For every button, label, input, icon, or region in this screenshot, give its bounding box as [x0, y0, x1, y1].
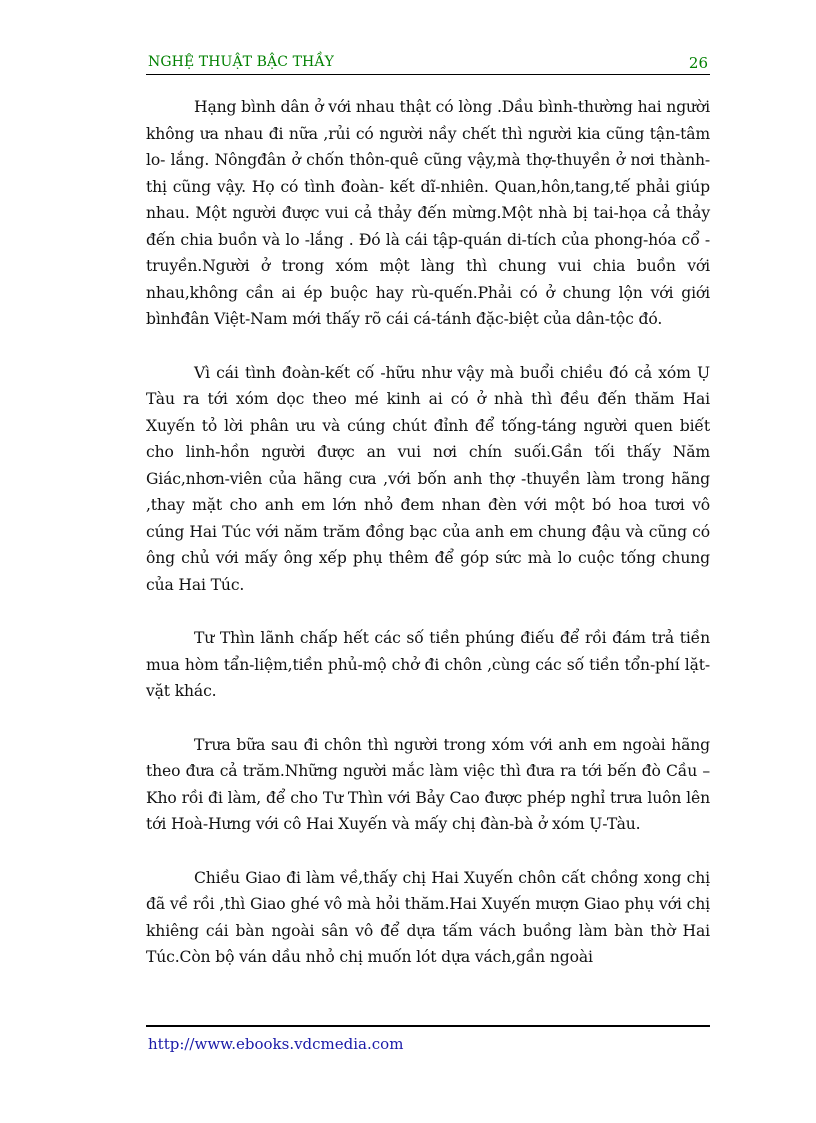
- page-header: [146, 52, 710, 75]
- footer-url-link[interactable]: http://www.ebooks.vdcmedia.com: [148, 1035, 404, 1053]
- paragraph: Hạng bình dân ở với nhau thật có lòng .Dầu bình-thường hai người không ưa nhau đi nữa ,rủi có người nầy chết thì người kia cũng tận-tâm lo- lắng. Nôngđân ở chốn thôn-quê cũng vậy,mà thợ-thuyền ở nơi thành-thị cũng vậy. Họ có tình đoàn- kết dĩ-nhiên. Quan,hôn,tang,tế phải giúp nhau. Một người được vui cả thảy đến mừng.Một nhà bị tai-họa cả thảy đến chia buồn và lo -lắng . Đó là cái tập-quán di-tích của phong-hóa cổ -truyền.Người ở trong xóm một làng thì chung vui chia buồn với nhau,không cần ai ép buộc hay rù-quến.Phải có ở chung lộn với giới bìnhđân Việt-Nam mới thấy rõ cái cá-tánh đặc-biệt của dân-tộc đó.: [146, 98, 710, 328]
- paragraph: Tư Thìn lãnh chấp hết các số tiền phúng điếu để rồi đám trả tiền mua hòm tẩn-liệm,tiền phủ-mộ chở đi chôn ,cùng các số tiền tổn-phí lặt-vặt khác.: [146, 629, 710, 700]
- paragraph: Trưa bữa sau đi chôn thì người trong xóm với anh em ngoài hãng theo đưa cả trăm.Những người mắc làm việc thì đưa ra tới bến đò Cầu –Kho rồi đi làm, để cho Tư Thìn với Bảy Cao được phép nghỉ trưa luôn lên tới Hoà-Hưng với cô Hai Xuyến và mấy chị đàn-bà ở xóm Ụ-Tàu.: [146, 735, 710, 833]
- book-title: NGHỆ THUẬT BẬC THẦY: [148, 54, 334, 70]
- paragraph: Vì cái tình đoàn-kết cố -hữu như vậy mà buổi chiều đó cả xóm Ụ Tàu ra tới xóm dọc theo mé kinh ai có ở nhà thì đều đến thăm Hai Xuyến tỏ lời phân ưu và cúng chút đỉnh để tống-táng người quen biết cho linh-hồn người được an vui nơi chín suối.Gần tối thấy Năm Giác,nhơn-viên của hãng cưa ,với bốn anh thợ -thuyền làm trong hãng ,thay mặt cho anh em lớn nhỏ đem nhan đèn với một bó hoa tươi vô cúng Hai Túc với năm trăm đồng bạc của anh em chung đậu và cũng có ông chủ với mấy ông xếp phụ thêm để góp sức mà lo cuộc tống chung của Hai Túc.: [146, 363, 710, 594]
- paragraph: Chiều Giao đi làm về,thấy chị Hai Xuyến chôn cất chồng xong chị đã về rồi ,thì Giao ghé vô mà hỏi thăm.Hai Xuyến mượn Giao phụ với chị khiêng cái bàn ngoài sân vô để dựa tấm vách buồng làm bàn thờ Hai Túc.Còn bộ ván dầu nhỏ chị muốn lót dựa vách,gần ngoài: [146, 868, 710, 966]
- page-number: 26: [688, 54, 708, 72]
- footer-divider: [146, 1025, 710, 1027]
- page-body: [146, 94, 710, 998]
